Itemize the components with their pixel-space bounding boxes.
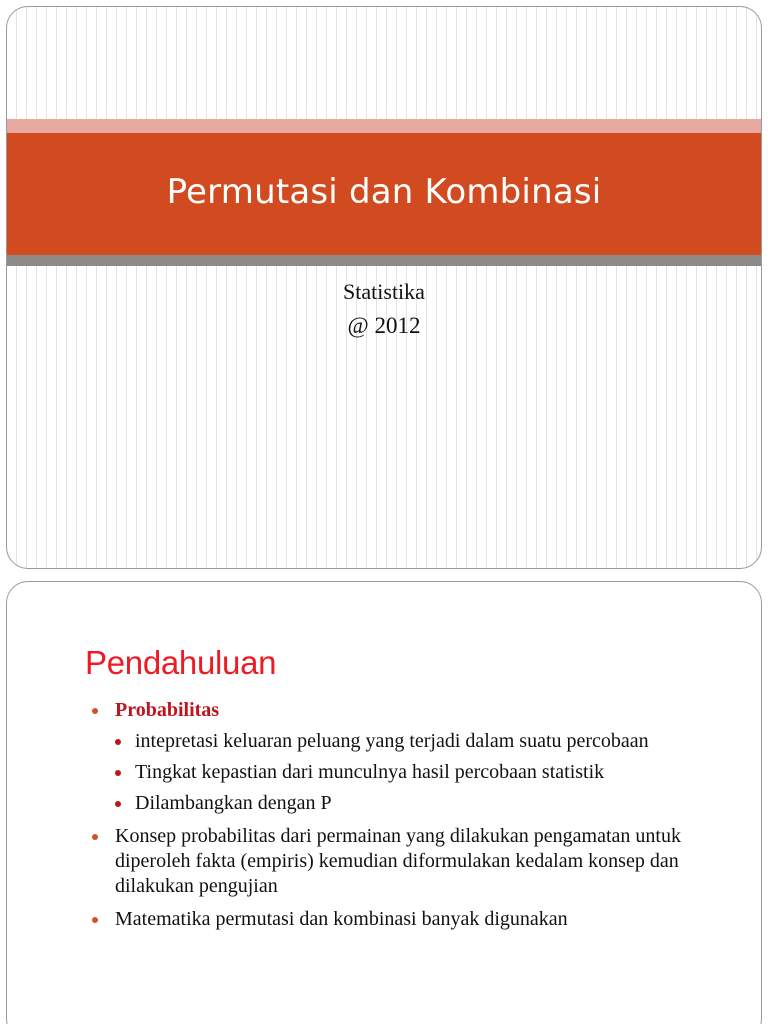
title-top-stripe (7, 119, 761, 133)
sub-bullet-icon (115, 739, 121, 745)
sub-list-item (85, 729, 745, 754)
bullet-text: Konsep probabilitas dari permainan yang dilakukan pengamatan untuk diperoleh fakta (empiris) kemudian diformulakan kedalam konsep dan dilakukan pengujian (115, 825, 681, 897)
content-slide (6, 581, 762, 1024)
title-slide (6, 6, 762, 569)
bullet-text: Matematika permutasi dan kombinasi banyak digunakan (115, 908, 568, 930)
bullet-icon (92, 917, 98, 923)
sub-list-item (85, 791, 745, 816)
list-item (85, 907, 745, 932)
title-bottom-stripe (7, 255, 761, 266)
bullet-label: Probabilitas (115, 699, 220, 721)
title-band (7, 133, 761, 255)
bullet-icon (92, 834, 98, 840)
bullet-icon (92, 708, 98, 714)
sub-bullet-text: Tingkat kepastian dari munculnya hasil percobaan statistik (135, 761, 605, 783)
bullet-list (85, 698, 745, 936)
subtitle-year: @ 2012 (347, 313, 421, 338)
sub-list-item (85, 760, 745, 785)
sub-bullet-text: intepretasi keluaran peluang yang terjadi dalam suatu percobaan (135, 730, 649, 752)
subtitle-block (7, 275, 761, 343)
sub-bullet-text: Dilambangkan dengan P (135, 792, 332, 814)
subtitle: Statistika (343, 279, 425, 304)
slide-title: Permutasi dan Kombinasi (166, 172, 602, 212)
list-item (85, 698, 745, 723)
list-item (85, 824, 745, 899)
sub-bullet-icon (115, 801, 121, 807)
section-heading: Pendahuluan (85, 644, 277, 681)
sub-bullet-icon (115, 770, 121, 776)
